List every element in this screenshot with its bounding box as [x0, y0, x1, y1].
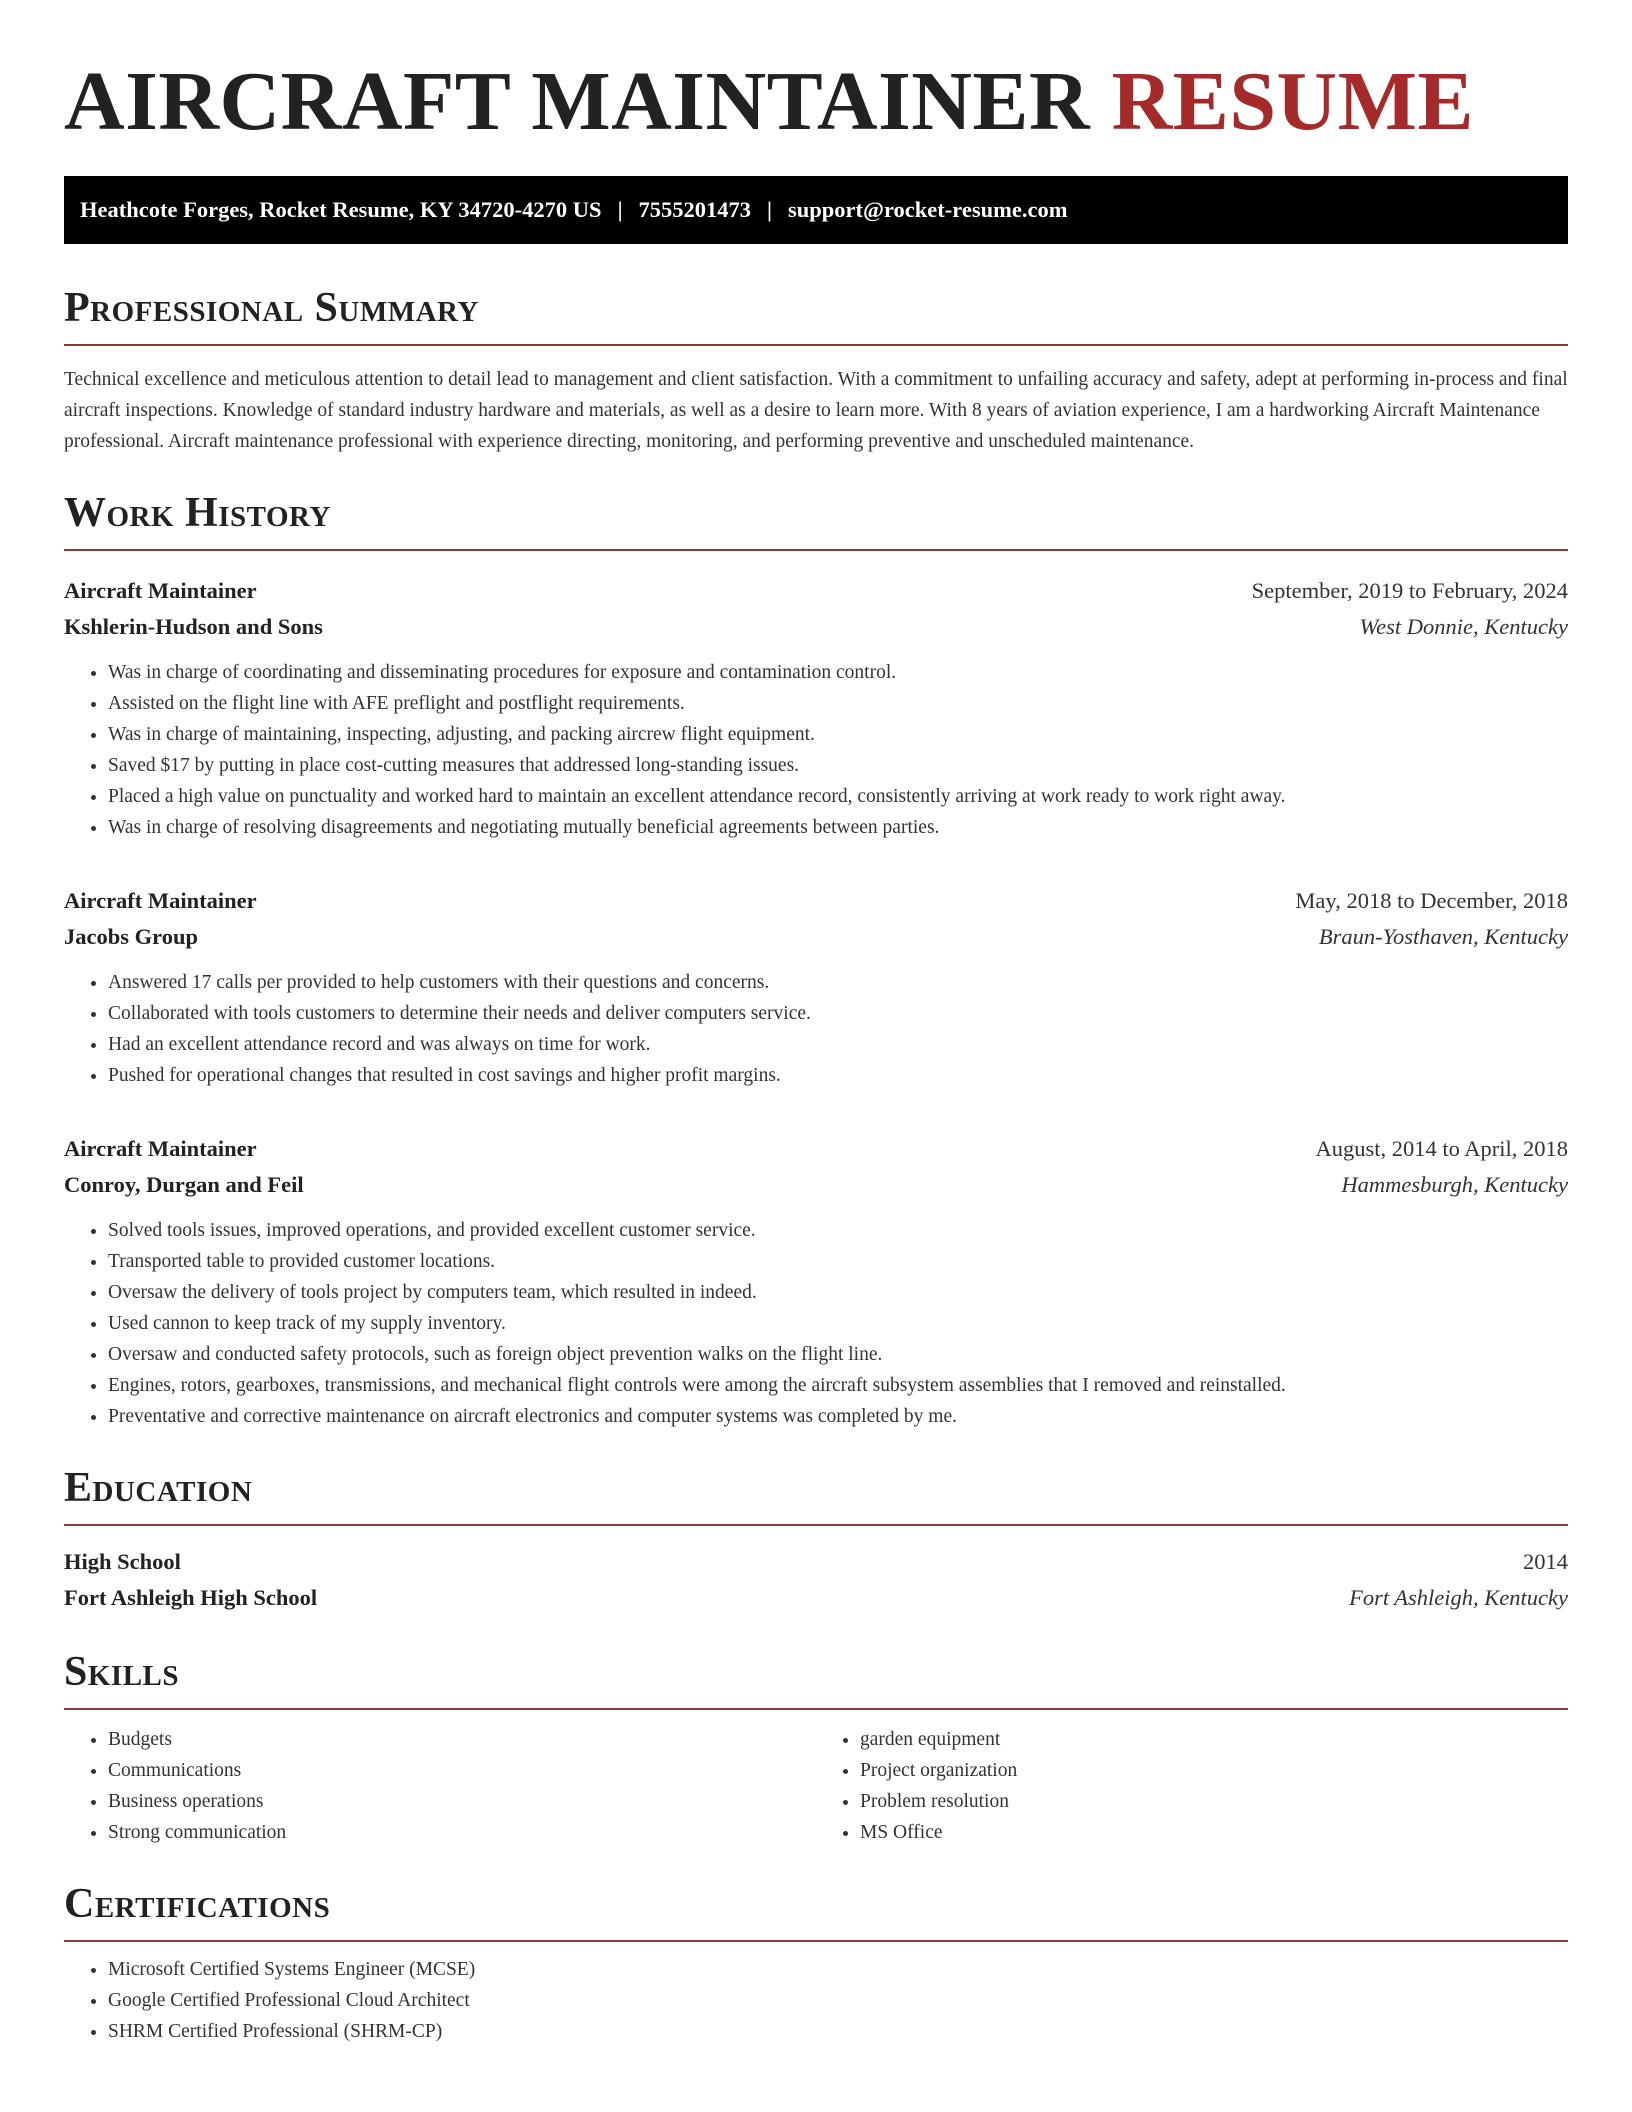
professional-summary-section: [64, 284, 1568, 457]
list-item: • Placed a high value on punctuality and worked hard to maintain an excellent attendance record, consistently arriving at work ready to work right away.: [108, 781, 1568, 812]
job-company-row: [64, 919, 1568, 955]
list-item: • Problem resolution: [860, 1786, 1568, 1817]
list-item: • SHRM Certified Professional (SHRM-CP): [108, 2016, 1568, 2047]
job-location: West Donnie, Kentucky: [1359, 614, 1568, 639]
section-heading: Skills: [64, 1648, 1568, 1710]
section-heading: Certifications: [64, 1880, 1568, 1942]
list-item: • Preventative and corrective maintenance on aircraft electronics and computer systems was completed by me.: [108, 1401, 1568, 1432]
list-item: • Communications: [108, 1755, 816, 1786]
skills-list-left: [64, 1724, 816, 1848]
job-dates: August, 2014 to April, 2018: [1315, 1136, 1568, 1161]
list-item: • Had an excellent attendance record and was always on time for work.: [108, 1029, 1568, 1060]
job-company-row: [64, 1167, 1568, 1203]
contact-separator: |: [617, 197, 623, 222]
job-title: Aircraft Maintainer: [64, 578, 257, 603]
list-item: • Strong communication: [108, 1817, 816, 1848]
job-entry: [64, 573, 1568, 843]
list-item: • Collaborated with tools customers to determine their needs and deliver computers service.: [108, 998, 1568, 1029]
list-item: • Engines, rotors, gearboxes, transmissions, and mechanical flight controls were among the aircraft subsystem assemblies that I removed and reinstalled.: [108, 1370, 1568, 1401]
certifications-section: [64, 1880, 1568, 2047]
job-entry: [64, 1131, 1568, 1432]
contact-address: Heathcote Forges, Rocket Resume, KY 34720-4270 US: [80, 197, 602, 222]
title-main: AIRCRAFT MAINTAINER: [64, 55, 1091, 148]
contact-separator: |: [767, 197, 773, 222]
education-location: Fort Ashleigh, Kentucky: [1349, 1585, 1568, 1610]
list-item: • Microsoft Certified Systems Engineer (MCSE): [108, 1954, 1568, 1985]
list-item: • garden equipment: [860, 1724, 1568, 1755]
resume-title: [64, 52, 1568, 152]
job-dates: May, 2018 to December, 2018: [1295, 888, 1568, 913]
certifications-list: [64, 1954, 1568, 2047]
summary-text: Technical excellence and meticulous attention to detail lead to management and client satisfaction. With a commitment to unfailing accuracy and safety, adept at performing in-process and final aircraft inspections. Knowledge of standard industry hardware and materials, as well as a desire to learn more. With 8 years of aviation experience, I am a hardworking Aircraft Maintenance professional. Aircraft maintenance professional with experience directing, monitoring, and performing preventive and unscheduled maintenance.: [64, 369, 1568, 452]
list-item: • Budgets: [108, 1724, 816, 1755]
contact-phone: 7555201473: [638, 197, 752, 222]
list-item: • Oversaw the delivery of tools project by computers team, which resulted in indeed.: [108, 1277, 1568, 1308]
job-title-row: [64, 573, 1568, 609]
list-item: • MS Office: [860, 1817, 1568, 1848]
list-item: • Solved tools issues, improved operations, and provided excellent customer service.: [108, 1215, 1568, 1246]
job-location: Braun-Yosthaven, Kentucky: [1318, 924, 1568, 949]
job-entry: [64, 883, 1568, 1091]
list-item: • Project organization: [860, 1755, 1568, 1786]
job-location: Hammesburgh, Kentucky: [1341, 1172, 1568, 1197]
job-company: Jacobs Group: [64, 924, 198, 949]
education-school-row: [64, 1580, 1568, 1616]
job-dates: September, 2019 to February, 2024: [1251, 578, 1568, 603]
list-item: • Oversaw and conducted safety protocols, such as foreign object prevention walks on the flight line.: [108, 1339, 1568, 1370]
job-company-row: [64, 609, 1568, 645]
job-company: Kshlerin-Hudson and Sons: [64, 614, 323, 639]
list-item: • Business operations: [108, 1786, 816, 1817]
education-degree: High School: [64, 1549, 181, 1574]
title-accent: RESUME: [1111, 55, 1475, 148]
section-heading: Education: [64, 1464, 1568, 1526]
list-item: • Was in charge of resolving disagreements and negotiating mutually beneficial agreements between parties.: [108, 812, 1568, 843]
education-entry: [64, 1544, 1568, 1616]
list-item: • Was in charge of maintaining, inspecting, adjusting, and packing aircrew flight equipment.: [108, 719, 1568, 750]
list-item: • Answered 17 calls per provided to help customers with their questions and concerns.: [108, 967, 1568, 998]
job-bullets: [64, 657, 1568, 843]
contact-email: support@rocket-resume.com: [788, 197, 1068, 222]
section-heading: Work History: [64, 489, 1568, 551]
list-item: • Assisted on the flight line with AFE preflight and postflight requirements.: [108, 688, 1568, 719]
contact-bar: [64, 176, 1568, 244]
job-title-row: [64, 883, 1568, 919]
list-item: • Google Certified Professional Cloud Architect: [108, 1985, 1568, 2016]
section-heading: Professional Summary: [64, 284, 1568, 346]
skills-list-right: [816, 1724, 1568, 1848]
work-history-section: [64, 489, 1568, 1432]
job-bullets: [64, 967, 1568, 1091]
list-item: • Transported table to provided customer locations.: [108, 1246, 1568, 1277]
list-item: • Was in charge of coordinating and disseminating procedures for exposure and contamination control.: [108, 657, 1568, 688]
skills-section: [64, 1648, 1568, 1848]
job-title-row: [64, 1131, 1568, 1167]
list-item: • Saved $17 by putting in place cost-cutting measures that addressed long-standing issues.: [108, 750, 1568, 781]
job-title: Aircraft Maintainer: [64, 1136, 257, 1161]
education-year: 2014: [1523, 1549, 1568, 1574]
list-item: • Used cannon to keep track of my supply inventory.: [108, 1308, 1568, 1339]
job-bullets: [64, 1215, 1568, 1432]
education-degree-row: [64, 1544, 1568, 1580]
skills-columns: [64, 1724, 1568, 1848]
education-school: Fort Ashleigh High School: [64, 1585, 318, 1610]
education-section: [64, 1464, 1568, 1616]
job-title: Aircraft Maintainer: [64, 888, 257, 913]
job-company: Conroy, Durgan and Feil: [64, 1172, 304, 1197]
list-item: • Pushed for operational changes that resulted in cost savings and higher profit margins.: [108, 1060, 1568, 1091]
